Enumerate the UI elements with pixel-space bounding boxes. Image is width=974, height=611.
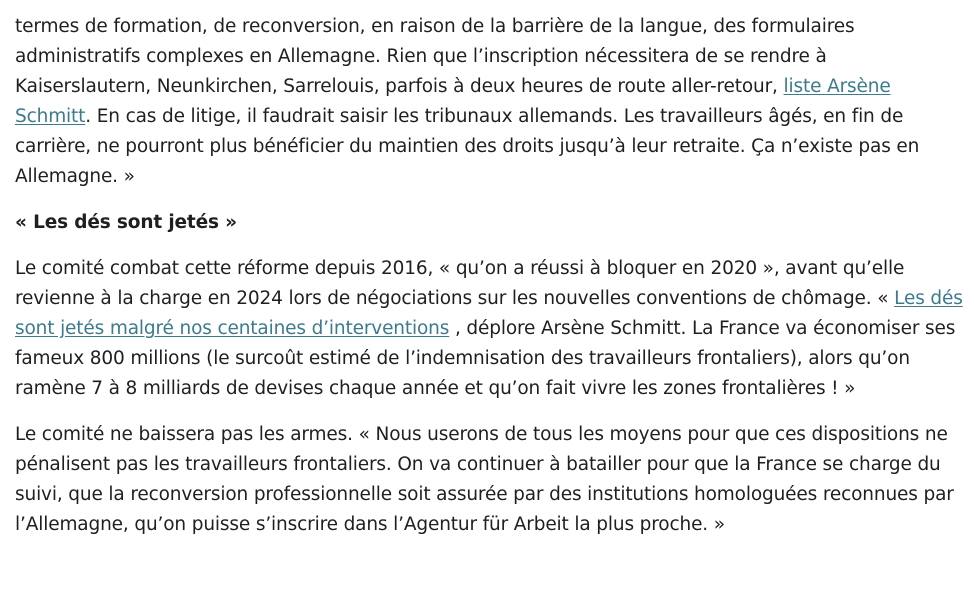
article-body: [15, 12, 965, 556]
paragraph-1-text-end: . En cas de litige, il faudrait saisir les tribunaux allemands. Les travailleurs âgés, en fin de carrière, ne pourront plus bénéficier du maintien des droits jusqu’à leur retraite. Ça n’existe pas en Allemagne. »: [15, 106, 920, 187]
paragraph-2-text-start: Le comité combat cette réforme depuis 2016, « qu’on a réussi à bloquer en 2020 », avant qu’elle revienne à la charge en 2024 lors de négociations sur les nouvelles conventions de chômage. «: [15, 258, 905, 309]
liste-arsene-schmitt-link[interactable]: liste Arsène Schmitt: [15, 76, 891, 127]
paragraph-3: Le comité ne baissera pas les armes. « Nous userons de tous les moyens pour que ces dispositions ne pénalisent pas les travailleurs frontaliers. On va continuer à batailler pour que la France se charge du suivi, que la reconversion professionnelle soit assurée par des institutions homologuées reconnues par l’Allemagne, qu’on puisse s’inscrire dans l’Agentur für Arbeit la plus proche. »: [15, 424, 954, 535]
paragraph-1: [15, 12, 965, 192]
paragraph-2-text-end: , déplore Arsène Schmitt. La France va économiser ses fameux 800 millions (le surcoût estimé de l’indemnisation des travailleurs frontaliers), alors qu’on ramène 7 à 8 milliards de devises chaque année et qu’on fait vivre les zones frontalières ! »: [15, 318, 956, 399]
section-heading: « Les dés sont jetés »: [15, 212, 237, 233]
des-sont-jetes-link[interactable]: Les dés sont jetés malgré nos centaines d’interventions: [15, 288, 963, 339]
paragraph-2: [15, 254, 965, 404]
paragraph-1-text-start: termes de formation, de reconversion, en raison de la barrière de la langue, des formulaires administratifs complexes en Allemagne. Rien que l’inscription nécessitera de se rendre à Kaiserslautern, Neunkirchen, Sarrelouis, parfois à deux heures de route aller-retour,: [15, 16, 855, 97]
